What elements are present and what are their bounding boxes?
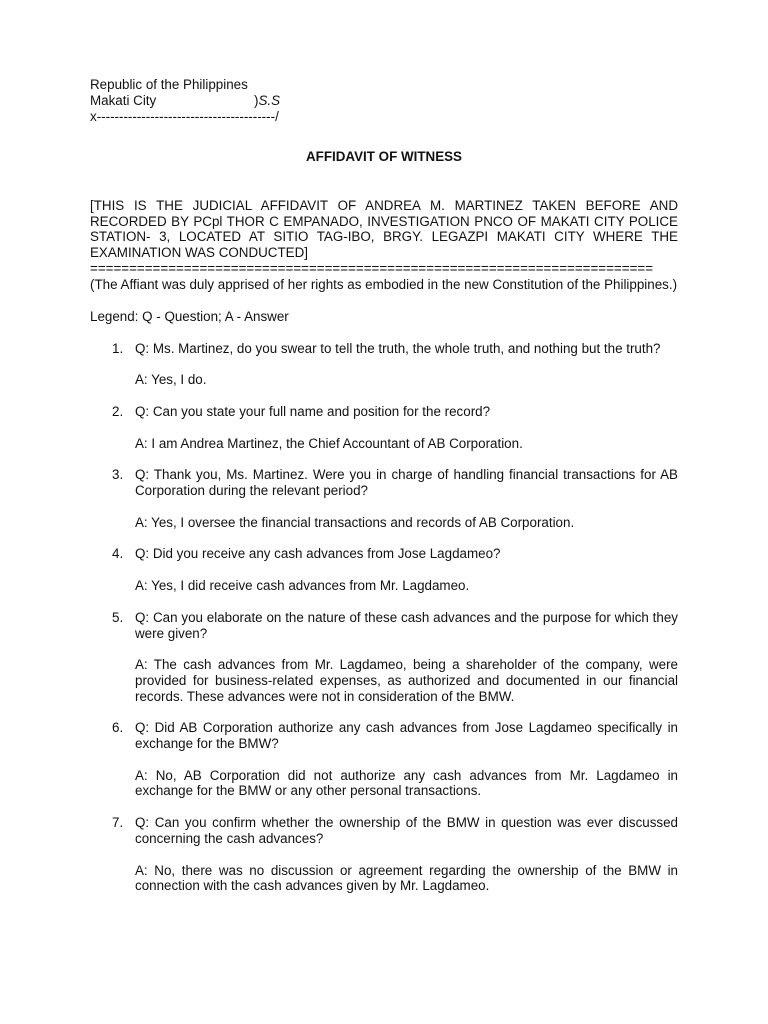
qa-item (90, 341, 678, 388)
question: Q: Can you confirm whether the ownership of the BMW in question was ever discussed concerning the cash advances? (135, 815, 678, 846)
apprisal-paragraph: (The Affiant was duly apprised of her rights as embodied in the new Constitution of the Philippines.) (90, 276, 678, 292)
question: Q: Can you state your full name and position for the record? (135, 403, 491, 419)
header-city: Makati City (90, 93, 157, 108)
question: Q: Did you receive any cash advances from Jose Lagdameo? (135, 546, 501, 562)
question: Q: Did AB Corporation authorize any cash advances from Jose Lagdameo specifically in exchange for the BMW? (135, 720, 678, 752)
header-republic: Republic of the Philippines (90, 77, 248, 92)
qa-number: 4. (112, 546, 124, 562)
question: Q: Thank you, Ms. Martinez. Were you in charge of handling financial transactions for AB Corporation during the relevant period? (135, 467, 678, 499)
question: Q: Ms. Martinez, do you swear to tell the truth, the whole truth, and nothing but the truth? (135, 340, 661, 356)
answer: A: Yes, I oversee the financial transactions and records of AB Corporation. (135, 514, 575, 530)
venue-row (90, 93, 678, 109)
legend: Legend: Q - Question; A - Answer (90, 308, 289, 324)
header-ss: )S.S (254, 93, 281, 108)
intro-paragraph: [THIS IS THE JUDICIAL AFFIDAVIT OF ANDREA M. MARTINEZ TAKEN BEFORE AND RECORDED BY PCpl THOR C EMPANADO, INVESTIGATION PNCO OF MAKATI CITY POLICE STATION- 3, LOCATED AT SITIO TAG-IBO, BRGY. LEGAZPI MAKATI CITY WHERE THE EXAMINATION WAS CONDUCTED] (90, 198, 678, 261)
document-title: AFFIDAVIT OF WITNESS (306, 149, 462, 164)
answer: A: No, there was no discussion or agreement regarding the ownership of the BMW in connection with the cash advances given by Mr. Lagdameo. (135, 862, 678, 894)
qa-list (90, 341, 678, 894)
qa-item (90, 546, 678, 593)
qa-item (90, 610, 678, 705)
qa-item (90, 467, 678, 530)
answer: A: I am Andrea Martinez, the Chief Accountant of AB Corporation. (135, 435, 523, 451)
qa-number: 5. (112, 609, 124, 625)
qa-number: 2. (112, 403, 124, 419)
affidavit-page (90, 77, 678, 910)
header-divider: x----------------------------------------/ (90, 109, 279, 124)
qa-number: 6. (112, 720, 124, 736)
answer: A: No, AB Corporation did not authorize any cash advances from Mr. Lagdameo in exchange for the BMW or any other personal transactions. (135, 767, 678, 799)
answer: A: The cash advances from Mr. Lagdameo, being a shareholder of the company, were provided for business-related expenses, as authorized and documented in our financial records. These advances were not in consideration of the BMW. (135, 657, 678, 704)
equals-rule: ======================================================================== (90, 260, 654, 276)
answer: A: Yes, I do. (135, 372, 207, 388)
question: Q: Can you elaborate on the nature of these cash advances and the purpose for which they were given? (135, 609, 678, 641)
qa-item (90, 720, 678, 799)
qa-number: 7. (112, 815, 124, 831)
answer: A: Yes, I did receive cash advances from Mr. Lagdameo. (135, 578, 470, 594)
qa-number: 1. (112, 340, 124, 356)
qa-item (90, 815, 678, 894)
qa-number: 3. (112, 467, 124, 483)
qa-item (90, 404, 678, 451)
